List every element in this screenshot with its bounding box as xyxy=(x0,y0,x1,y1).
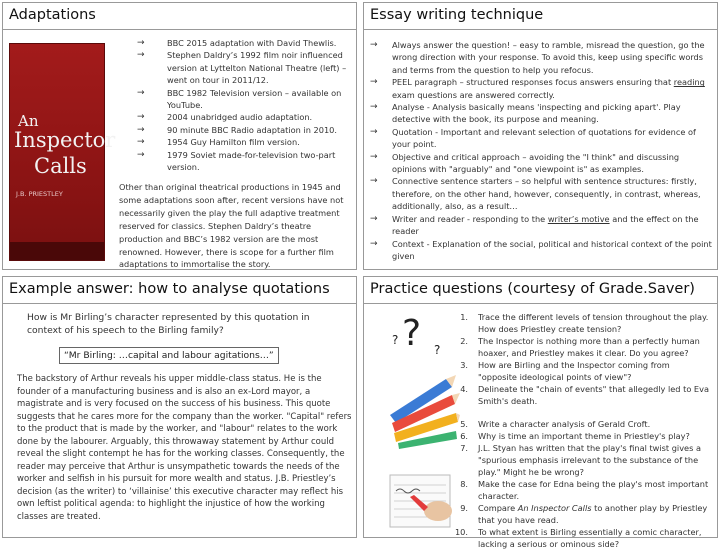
practice-title: Practice questions (courtesy of Grade.Saver) xyxy=(370,281,695,297)
list-item: → 2004 unabridged audio adaptation. xyxy=(137,111,349,123)
adaptations-list xyxy=(137,37,349,173)
practice-questions-list xyxy=(444,311,710,550)
list-item: → Connective sentence starters – so helpful with sentence structures: firstly, therefore, on the other hand, however, consequently, in contrast, whereas, additionally, also, as a result… xyxy=(370,175,712,212)
essay-technique-panel xyxy=(363,2,718,270)
list-item: → Stephen Daldry’s 1992 film noir influenced version at Lyttelton National Theatre (left) – went on tour in 2011/12. xyxy=(137,49,349,86)
list-item: → 1979 Soviet made-for-television two-part version. xyxy=(137,149,349,174)
list-item: 1. Trace the different levels of tension throughout the play. How does Priestley create tension? xyxy=(444,311,710,335)
divider xyxy=(364,303,717,304)
item-number: 8. xyxy=(460,479,468,489)
list-item: 6. Why is time an important theme in Priestley's play? xyxy=(444,430,710,442)
list-item: 5. Write a character analysis of Gerald Croft. xyxy=(444,418,710,430)
adaptations-paragraph: Other than original theatrical productions in 1945 and some adaptations soon after, recent versions have not necessarily given the play the full adaptive treatment reserved for classics. Stephen Daldry’s theatre production and BBC’s 1982 version are the most renowned. However, there is scope for a further film adaptations to immortalise the story. xyxy=(119,182,344,270)
list-item: → Always answer the question! – easy to ramble, misread the question, go the wrong direction with your response. To avoid this, keep using specific words and terms from the question to help you refocus. xyxy=(370,39,712,76)
item-number: 5. xyxy=(460,419,468,429)
book-author: J.B. PRIESTLEY xyxy=(16,190,63,198)
example-question: How is Mr Birling’s character represented by this quotation in context of his speech to the Birling family? xyxy=(27,312,310,336)
list-item: → BBC 1982 Television version – available on YouTube. xyxy=(137,87,349,112)
list-item: 3. How are Birling and the Inspector coming from "opposite ideological points of view"? xyxy=(444,359,710,383)
book-cover-image xyxy=(9,43,116,261)
quotation-box: “Mr Birling: …capital and labour agitations…” xyxy=(59,347,279,364)
book-cover-strip xyxy=(10,242,104,260)
list-item: → 1954 Guy Hamilton film version. xyxy=(137,136,349,148)
book-title-line: An xyxy=(18,112,39,130)
essay-title: Essay writing technique xyxy=(370,7,544,23)
item-number: 10. xyxy=(454,527,468,537)
divider xyxy=(364,29,717,30)
adaptations-panel xyxy=(2,2,357,270)
practice-questions-panel xyxy=(363,276,718,549)
divider xyxy=(3,29,356,30)
book-title-line: Inspector xyxy=(14,128,116,152)
essay-list xyxy=(370,39,712,262)
list-item: → Objective and critical approach – avoiding the "I think" and discussing opinions with "arguably" and "one viewpoint is" as examples. xyxy=(370,151,712,176)
list-item: → Writer and reader - responding to the writer’s motive and the effect on the reader xyxy=(370,213,712,238)
list-item: 8. Make the case for Edna being the play's most important character. xyxy=(444,478,710,502)
book-title-line: Calls xyxy=(34,154,87,178)
item-number: 3. xyxy=(460,360,468,370)
example-title: Example answer: how to analyse quotations xyxy=(9,281,330,297)
list-item: → 90 minute BBC Radio adaptation in 2010. xyxy=(137,124,349,136)
question-marks-icon: ? ? ? xyxy=(392,313,441,357)
example-paragraph: The backstory of Arthur reveals his upper middle-class status. He is the founder of a manufacturing business and is also an ex-Lord mayor, a magistrate and is very focused on the success of his business. This quote suggests that he cares more for the company than the worker. "Capital" refers to the product that is made by the worker, and "labour" relates to the work done by the labourer. Arguably, this throwaway statement by Arthur could reveal the slight contempt he has for the working classes. Consequently, the reader may perceive that Arthur is unsympathetic towards the needs of the worker and selfish in his pursuit for more wealth and status. J.B. Priestley’s decision (as the writer) to ‘villainise’ this executive character may reflect his own leftist political agenda: to highlight the injustice of how the working classes are treated. xyxy=(17,374,352,522)
divider xyxy=(3,303,356,304)
item-number: 2. xyxy=(460,336,468,346)
list-item: → BBC 2015 adaptation with David Thewlis. xyxy=(137,37,349,49)
list-item: → Context - Explanation of the social, political and historical context of the point given xyxy=(370,238,712,263)
item-number: 1. xyxy=(460,312,468,322)
list-item: → Quotation - Important and relevant selection of quotations for evidence of your point. xyxy=(370,126,712,151)
item-number: 7. xyxy=(460,443,468,453)
example-answer-panel xyxy=(2,276,357,538)
list-item: 10. To what extent is Birling essentially a comic character, lacking a serious or ominous side? xyxy=(444,526,710,550)
item-number: 6. xyxy=(460,431,468,441)
list-item: 7. J.L. Styan has written that the play's final twist gives a "spurious emphasis irrelevant to the substance of the play." Might he be wrong? xyxy=(444,442,710,478)
list-item: 9. Compare An Inspector Calls to another play by Priestley that you have read. xyxy=(444,502,710,526)
item-number: 4. xyxy=(460,384,468,394)
list-item: → PEEL paragraph – structured responses focus answers ensuring that reading exam questions are answered correctly. xyxy=(370,76,712,101)
adaptations-title: Adaptations xyxy=(9,7,96,23)
list-item: 4. Delineate the "chain of events" that allegedly led to Eva Smith's death. xyxy=(444,383,710,407)
list-item: 2. The Inspector is nothing more than a perfectly human hoaxer, and Priestley makes it clear. Do you agree? xyxy=(444,335,710,359)
item-number: 9. xyxy=(460,503,468,513)
list-item: → Analyse - Analysis basically means 'inspecting and picking apart'. Play detective with the book, its purpose and meaning. xyxy=(370,101,712,126)
